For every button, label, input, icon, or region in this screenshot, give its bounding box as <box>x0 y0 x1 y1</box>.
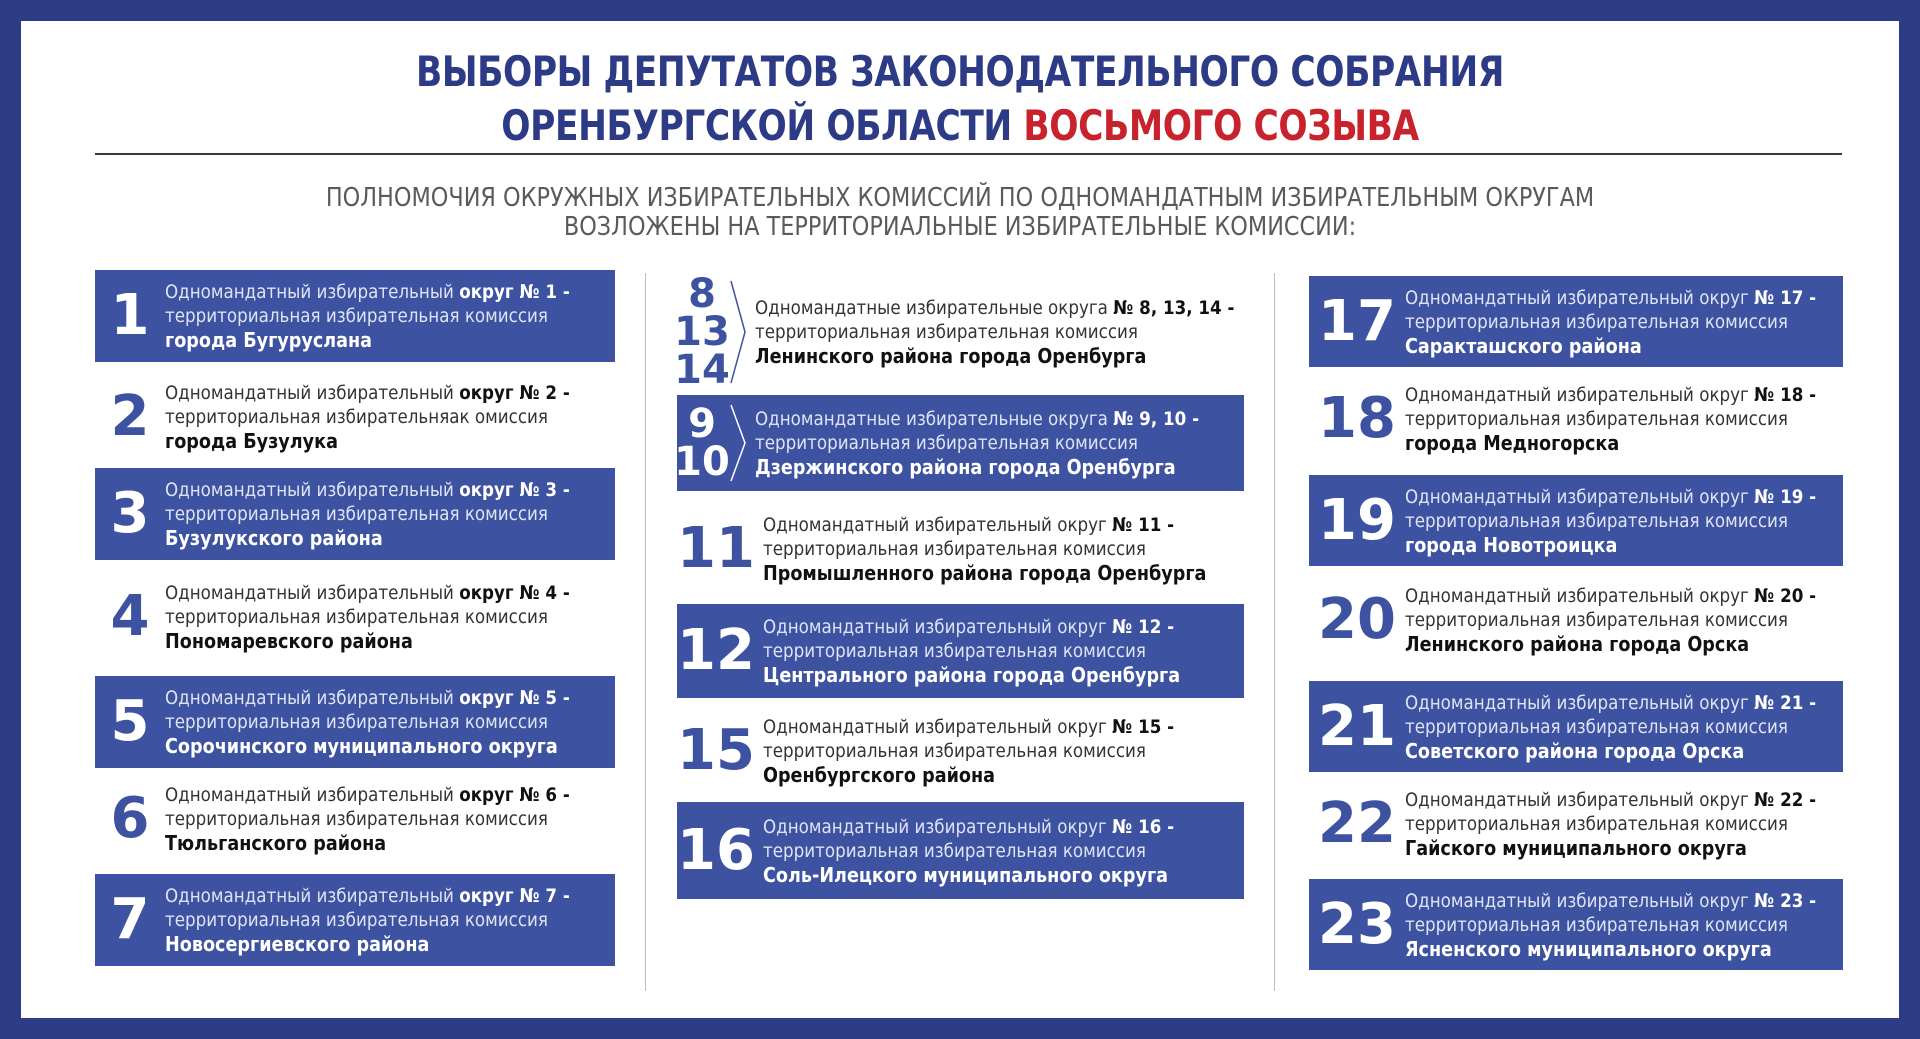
district-text: Одномандатный избирательный округ № 19 - территориальная избирательная комиссия города Новотроицка <box>1405 485 1817 557</box>
district-number: 5 <box>110 689 150 754</box>
district-text: Одномандатный избирательный округ № 1 - территориальная избирательная комиссия города Бугуруслана <box>165 281 570 352</box>
subtitle <box>152 184 1767 242</box>
district-item <box>674 271 1267 393</box>
district-number: 18 <box>1318 385 1396 451</box>
district-item <box>95 773 615 865</box>
district-number: 4 <box>110 584 150 649</box>
district-text: Одномандатный избирательный округ № 21 - территориальная избирательная комиссия Советского района города Орска <box>1405 691 1817 763</box>
district-item <box>95 468 615 560</box>
district-number: 23 <box>1318 891 1396 957</box>
district-text: Одномандатный избирательный округ № 6 - территориальная избирательная комиссия Тюльганского района <box>165 784 570 855</box>
district-number: 12 <box>677 618 755 683</box>
district-text: Одномандатный избирательный округ № 23 - территориальная избирательная комиссия Ясненского муниципального округа <box>1405 889 1817 961</box>
title-accent: ВОСЬМОГО СОЗЫВА <box>1023 101 1419 150</box>
district-item <box>1309 373 1843 464</box>
title-line-2 <box>190 99 1730 153</box>
district-number: 20 <box>1318 586 1396 652</box>
district-item <box>677 604 1244 698</box>
district-number: 11 <box>677 516 755 581</box>
district-text: Одномандатный избирательный округ № 22 - территориальная избирательная комиссия Гайского муниципального округа <box>1405 788 1817 860</box>
district-number-stack <box>674 401 730 485</box>
district-item <box>677 802 1244 899</box>
district-text: Одномандатный избирательный округ № 15 - территориальная избирательная комиссия Оренбургского района <box>763 716 1175 787</box>
district-item <box>95 371 615 463</box>
district-item <box>674 395 1244 491</box>
district-text: Одномандатный избирательный округ № 11 - территориальная избирательная комиссия Промышленного района города Оренбурга <box>763 514 1207 585</box>
poster-title <box>190 45 1730 153</box>
district-number: 1 <box>110 283 150 348</box>
district-item <box>1309 574 1843 665</box>
district-number: 8 <box>688 271 716 317</box>
district-item <box>95 874 615 966</box>
district-number: 17 <box>1318 288 1396 354</box>
district-number: 15 <box>677 718 755 783</box>
subtitle-line-2: ВОЗЛОЖЕНЫ НА ТЕРРИТОРИАЛЬНЫЕ ИЗБИРАТЕЛЬНЫЕ КОМИССИИ: <box>563 212 1357 242</box>
district-number: 16 <box>677 817 755 883</box>
district-text: Одномандатные избирательные округа № 8, 13, 14 - территориальная избирательная комиссия Ленинского района города Оренбурга <box>755 297 1235 368</box>
district-number: 14 <box>674 347 730 393</box>
district-text: Одномандатный избирательный округ № 7 - территориальная избирательная комиссия Новосергиевского района <box>165 885 570 956</box>
district-number: 10 <box>674 439 730 485</box>
column-divider-right <box>1274 273 1275 991</box>
district-item <box>1309 681 1843 772</box>
district-text: Одномандатные избирательные округа № 9, 10 - территориальная избирательная комиссия Дзержинского района города Оренбурга <box>755 408 1200 479</box>
brace-icon <box>727 401 749 485</box>
district-text: Одномандатный избирательный округ № 17 - территориальная избирательная комиссия Саракташского района <box>1405 286 1817 358</box>
district-number: 19 <box>1318 487 1396 553</box>
district-item <box>95 571 615 663</box>
district-text: Одномандатный избирательный округ № 4 - территориальная избирательная комиссия Пономаревского района <box>165 582 570 653</box>
district-item <box>1309 475 1843 566</box>
district-number: 7 <box>110 887 150 952</box>
district-item <box>1309 778 1843 869</box>
title-line-2-main: ОРЕНБУРГСКОЙ ОБЛАСТИ <box>501 101 1024 150</box>
district-item <box>95 676 615 768</box>
district-text: Одномандатный избирательный округ № 18 - территориальная избирательная комиссия города Медногорска <box>1405 383 1817 455</box>
title-line-1: ВЫБОРЫ ДЕПУТАТОВ ЗАКОНОДАТЕЛЬНОГО СОБРАНИЯ <box>416 47 1504 96</box>
subtitle-line-1: ПОЛНОМОЧИЯ ОКРУЖНЫХ ИЗБИРАТЕЛЬНЫХ КОМИССИЙ ПО ОДНОМАНДАТНЫМ ИЗБИРАТЕЛЬНЫМ ОКРУГАМ <box>325 183 1595 213</box>
district-item <box>1309 879 1843 970</box>
district-item <box>1309 276 1843 367</box>
district-number: 6 <box>110 786 150 851</box>
district-item <box>95 270 615 362</box>
district-number: 3 <box>110 481 150 546</box>
district-number: 21 <box>1318 693 1396 759</box>
district-item <box>677 704 1267 798</box>
district-number-stack <box>674 271 730 393</box>
district-item <box>677 501 1267 597</box>
district-text: Одномандатный избирательный округ № 2 - территориальная избирательняак омиссия города Бузулука <box>165 382 570 453</box>
district-number: 13 <box>674 309 730 355</box>
district-text: Одномандатный избирательный округ № 3 - территориальная избирательная комиссия Бузулукского района <box>165 479 570 550</box>
brace-icon <box>727 277 749 387</box>
title-divider <box>95 153 1842 155</box>
district-text: Одномандатный избирательный округ № 12 - территориальная избирательная комиссия Центрального района города Оренбурга <box>763 616 1181 687</box>
district-text: Одномандатный избирательный округ № 20 - территориальная избирательная комиссия Ленинского района города Орска <box>1405 584 1817 656</box>
column-divider-left <box>645 273 646 991</box>
district-text: Одномандатный избирательный округ № 16 - территориальная избирательная комиссия Соль-Илецкого муниципального округа <box>763 815 1175 887</box>
district-number: 9 <box>688 401 716 447</box>
district-number: 22 <box>1318 790 1396 856</box>
poster-sheet <box>21 21 1899 1018</box>
district-text: Одномандатный избирательный округ № 5 - территориальная избирательная комиссия Сорочинского муниципального округа <box>165 687 570 758</box>
district-number: 2 <box>110 384 150 449</box>
